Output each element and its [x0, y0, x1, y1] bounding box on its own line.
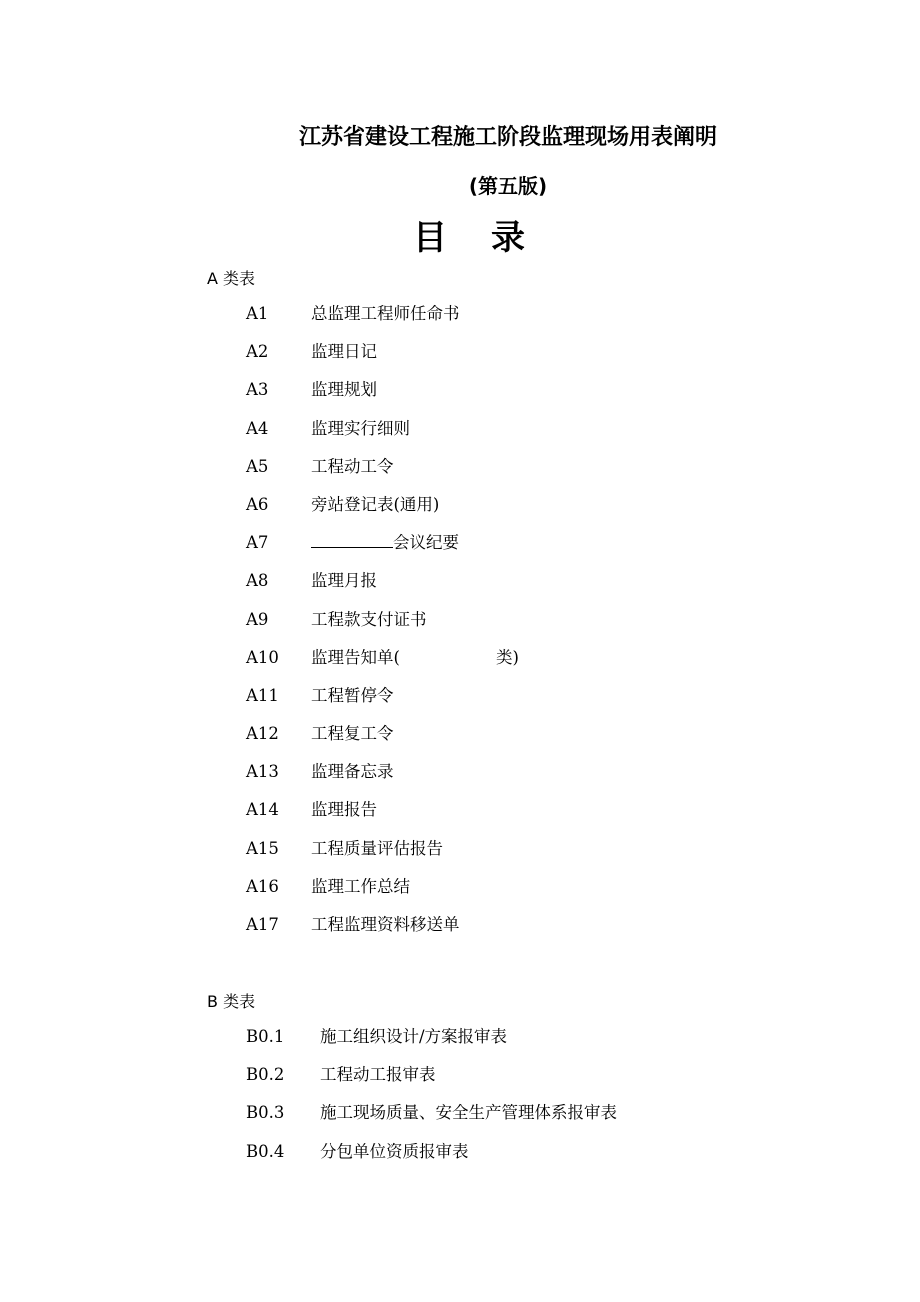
list-item[interactable] [246, 839, 519, 877]
item-name: 监理日记 [311, 342, 377, 362]
list-item[interactable] [246, 800, 519, 838]
item-code: A17 [246, 915, 279, 934]
item-name: 分包单位资质报审表 [320, 1141, 469, 1161]
fill-in-blank [311, 533, 393, 548]
item-name: 工程复工令 [311, 724, 394, 744]
toc-heading: 目录 [413, 218, 569, 258]
item-name: 监理告知单( [311, 647, 400, 667]
list-item[interactable] [246, 610, 519, 648]
list-item[interactable] [246, 686, 519, 724]
item-code: A2 [246, 342, 269, 362]
list-item[interactable] [246, 877, 519, 915]
item-name: 监理工作总结 [311, 876, 410, 896]
item-name: 施工组织设计/方案报审表 [320, 1027, 508, 1046]
item-code: B0.3 [246, 1103, 285, 1123]
item-code: A13 [246, 762, 279, 782]
item-name: 总监理工程师任命书 [311, 304, 460, 323]
item-code: A5 [246, 456, 269, 476]
item-code: A7 [246, 533, 269, 553]
item-code: A11 [246, 685, 279, 705]
item-name: 旁站登记表(通用) [311, 494, 440, 514]
item-name: 工程款支付证书 [311, 609, 427, 629]
section-a-list [246, 304, 519, 953]
list-item[interactable] [246, 724, 519, 762]
list-item[interactable] [246, 762, 519, 800]
list-item[interactable] [246, 495, 519, 533]
list-item[interactable] [246, 419, 519, 457]
list-item[interactable] [246, 1103, 617, 1141]
list-item[interactable] [246, 342, 519, 380]
section-a-heading: A 类表 [207, 269, 256, 288]
list-item[interactable] [246, 457, 519, 495]
item-code: B0.4 [246, 1141, 285, 1161]
list-item[interactable] [246, 533, 519, 571]
item-name: 工程监理资料移送单 [311, 915, 460, 934]
item-code: A3 [246, 380, 269, 400]
item-code: A9 [246, 609, 269, 629]
item-code: A14 [246, 800, 279, 820]
item-code: A1 [246, 304, 269, 323]
item-code: B0.1 [246, 1027, 285, 1046]
item-code: A8 [246, 571, 269, 591]
item-code: A6 [246, 494, 269, 514]
section-b-heading: B 类表 [207, 992, 256, 1011]
item-name-suffix: 类) [495, 647, 519, 667]
list-item[interactable] [246, 1027, 617, 1065]
section-b-list [246, 1027, 617, 1180]
list-item[interactable] [246, 648, 519, 686]
item-name: 监理报告 [311, 800, 377, 820]
list-item[interactable] [246, 1065, 617, 1103]
item-name: 监理规划 [311, 380, 377, 400]
item-code: A15 [246, 838, 279, 858]
item-name: 监理实行细则 [311, 418, 410, 438]
document-title: 江苏省建设工程施工阶段监理现场用表阐明 [298, 125, 717, 150]
item-name: 工程暂停令 [311, 685, 394, 705]
item-name: 施工现场质量、安全生产管理体系报审表 [320, 1103, 617, 1123]
document-edition: (第五版) [468, 174, 548, 198]
item-name: 监理备忘录 [311, 762, 394, 782]
item-code: A10 [246, 647, 279, 667]
item-code: A4 [246, 418, 269, 438]
list-item[interactable] [246, 1142, 617, 1180]
list-item[interactable] [246, 380, 519, 418]
list-item[interactable] [246, 915, 519, 953]
item-name: 工程动工令 [311, 456, 394, 476]
item-code: A12 [246, 724, 279, 744]
item-code: A16 [246, 876, 279, 896]
item-name: 会议纪要 [393, 533, 459, 553]
item-name: 监理月报 [311, 571, 377, 591]
item-name: 工程动工报审表 [320, 1065, 436, 1085]
list-item[interactable] [246, 304, 519, 342]
list-item[interactable] [246, 571, 519, 609]
item-name: 工程质量评估报告 [311, 838, 443, 858]
item-code: B0.2 [246, 1065, 285, 1085]
